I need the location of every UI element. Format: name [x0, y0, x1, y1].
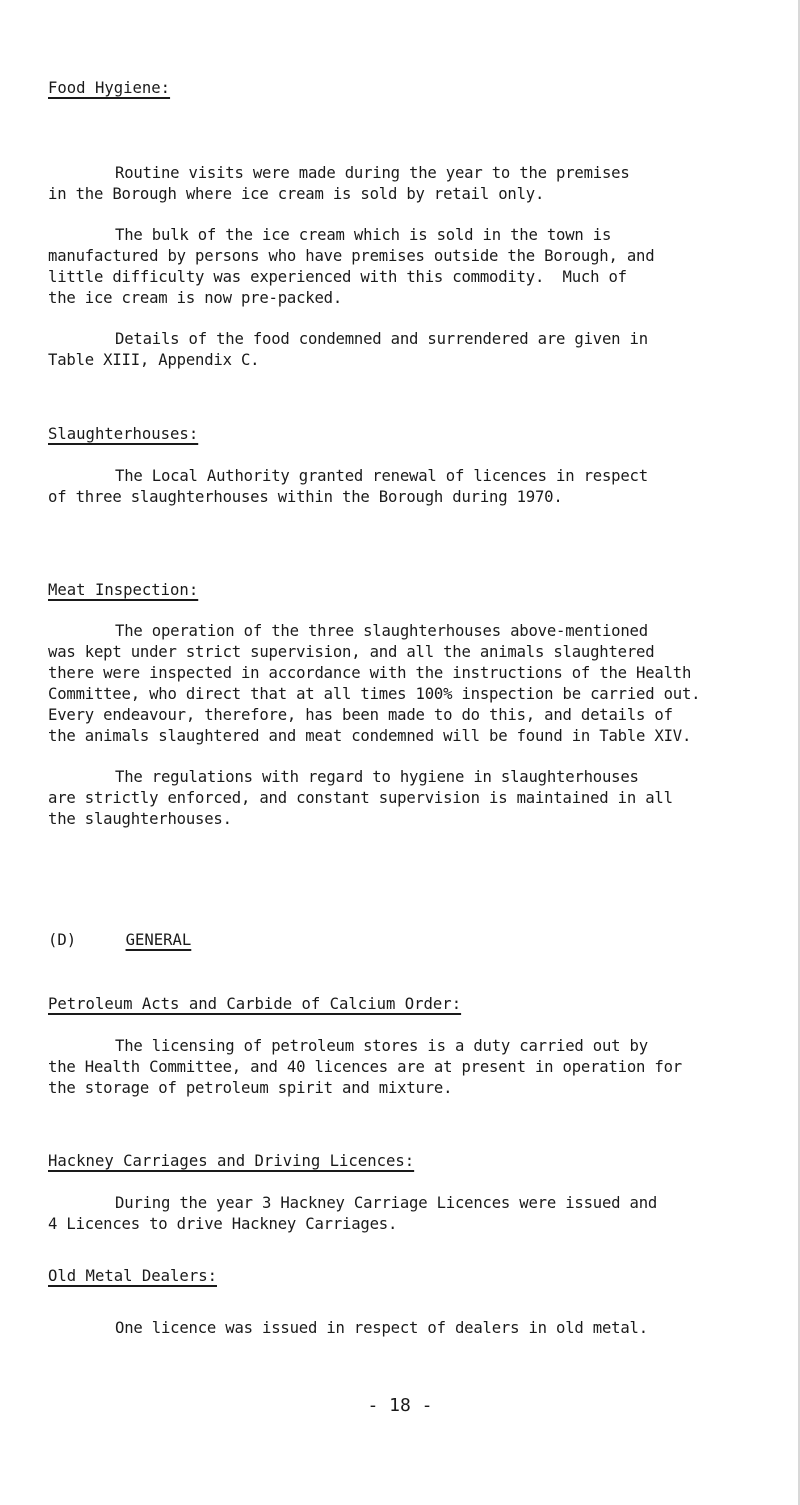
slaughterhouses-paragraph-1 — [48, 466, 778, 508]
slaughterhouses-heading-block — [48, 425, 778, 443]
text-line: are strictly enforced, and constant supervision is maintained in all — [48, 789, 673, 807]
text-line: manufactured by persons who have premises outside the Borough, and — [48, 247, 655, 265]
food-hygiene-heading-block — [48, 79, 778, 97]
food-hygiene-paragraph-1 — [48, 163, 778, 205]
page-number: - 18 - — [367, 1395, 433, 1416]
text-line: Routine visits were made during the year to the premises — [115, 164, 630, 182]
text-line: the slaughterhouses. — [48, 810, 232, 828]
text-line: The Local Authority granted renewal of licences in respect — [115, 467, 648, 485]
metal-dealers-paragraph-1 — [48, 1318, 778, 1339]
petroleum-heading: Petroleum Acts and Carbide of Calcium Order: — [48, 995, 462, 1013]
food-hygiene-heading: Food Hygiene: — [48, 79, 171, 97]
metal-dealers-heading-block — [48, 1267, 778, 1285]
meat-inspection-paragraph-2 — [48, 767, 778, 830]
meat-inspection-paragraph-1 — [48, 621, 778, 747]
text-line: During the year 3 Hackney Carriage Licences were issued and — [115, 1194, 658, 1212]
text-line: the storage of petroleum spirit and mixture. — [48, 1079, 453, 1097]
text-line: The regulations with regard to hygiene in slaughterhouses — [115, 768, 639, 786]
section-d-heading — [48, 931, 778, 949]
hackney-heading-block — [48, 1152, 778, 1170]
text-line: the animals slaughtered and meat condemned will be found in Table XIV. — [48, 727, 692, 745]
hackney-heading: Hackney Carriages and Driving Licences: — [48, 1152, 415, 1170]
petroleum-heading-block — [48, 995, 778, 1013]
text-line: the Health Committee, and 40 licences are at present in operation for — [48, 1058, 682, 1076]
text-line: was kept under strict supervision, and all the animals slaughtered — [48, 643, 655, 661]
food-hygiene-paragraph-3 — [48, 329, 778, 371]
metal-dealers-heading: Old Metal Dealers: — [48, 1267, 217, 1285]
slaughterhouses-heading: Slaughterhouses: — [48, 425, 199, 443]
text-line: 4 Licences to drive Hackney Carriages. — [48, 1215, 398, 1233]
text-line: the ice cream is now pre-packed. — [48, 289, 343, 307]
text-line: little difficulty was experienced with this commodity. Much of — [48, 268, 627, 286]
food-hygiene-paragraph-2 — [48, 225, 778, 309]
text-line: One licence was issued in respect of dealers in old metal. — [115, 1319, 648, 1337]
text-line: there were inspected in accordance with the instructions of the Health — [48, 664, 692, 682]
meat-inspection-heading: Meat Inspection: — [48, 581, 199, 599]
petroleum-paragraph-1 — [48, 1036, 778, 1099]
section-d-title: GENERAL — [125, 931, 192, 949]
meat-inspection-heading-block — [48, 581, 778, 599]
text-line: Committee, who direct that at all times 100% inspection be carried out. — [48, 685, 701, 703]
hackney-paragraph-1 — [48, 1193, 778, 1235]
section-d-label: (D) — [48, 931, 77, 949]
text-line: of three slaughterhouses within the Borough during 1970. — [48, 488, 563, 506]
text-line: The bulk of the ice cream which is sold in the town is — [115, 226, 612, 244]
text-line: The licensing of petroleum stores is a duty carried out by — [115, 1037, 648, 1055]
text-line: in the Borough where ice cream is sold by retail only. — [48, 185, 545, 203]
text-line: The operation of the three slaughterhouses above-mentioned — [115, 622, 648, 640]
text-line: Table XIII, Appendix C. — [48, 351, 260, 369]
text-line: Every endeavour, therefore, has been made to do this, and details of — [48, 706, 673, 724]
text-line: Details of the food condemned and surrendered are given in — [115, 330, 648, 348]
